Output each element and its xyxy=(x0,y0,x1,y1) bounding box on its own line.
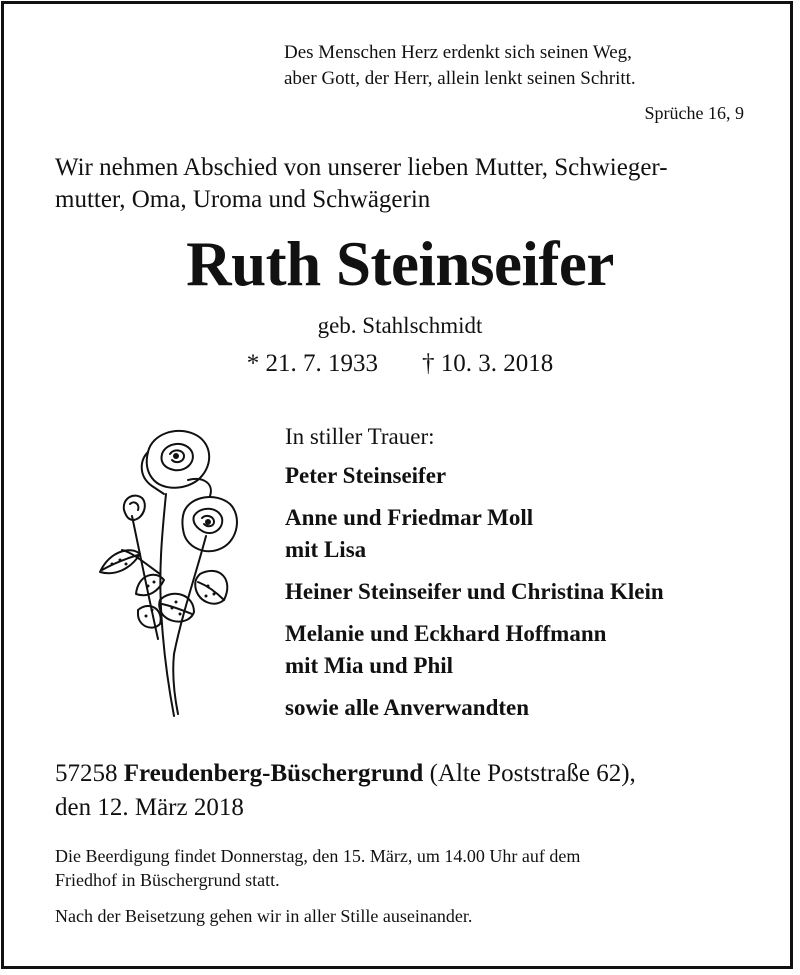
birth-date: * 21. 7. 1933 xyxy=(246,350,378,377)
verse-line-2: aber Gott, der Herr, allein lenkt seinen Schritt. xyxy=(284,68,636,89)
street: (Alte Poststraße 62), xyxy=(429,760,636,787)
deceased-name: Ruth Steinseifer xyxy=(186,229,614,299)
maiden-name: geb. Stahlschmidt xyxy=(317,313,483,338)
after-funeral-note: Nach der Beisetzung gehen wir in aller Stille auseinander. xyxy=(55,906,473,926)
death-date: † 10. 3. 2018 xyxy=(422,350,554,377)
postcode: 57258 xyxy=(55,760,118,787)
mourner-line: Heiner Steinseifer und Christina Klein xyxy=(285,579,664,604)
mourner-line: mit Mia und Phil xyxy=(285,653,454,678)
mourner-line: Melanie und Eckhard Hoffmann xyxy=(285,621,607,646)
verse-line-1: Des Menschen Herz erdenkt sich seinen Weg, xyxy=(284,42,632,63)
town: Freudenberg-Büschergrund xyxy=(123,760,424,787)
mourner-line: sowie alle Anverwandten xyxy=(285,695,530,720)
rose-illustration xyxy=(96,424,246,724)
address-line xyxy=(55,760,636,788)
intro-line-2: mutter, Oma, Uroma und Schwägerin xyxy=(55,186,431,213)
life-dates xyxy=(0,350,800,378)
funeral-note-line-2: Friedhof in Büschergrund statt. xyxy=(55,870,280,890)
intro-line-1: Wir nehmen Abschied von unserer lieben Mutter, Schwieger- xyxy=(55,154,668,181)
verse-source: Sprüche 16, 9 xyxy=(644,103,744,123)
date-line: den 12. März 2018 xyxy=(55,794,244,821)
funeral-note-line-1: Die Beerdigung findet Donnerstag, den 15. März, um 14.00 Uhr auf dem xyxy=(55,846,581,866)
mourners-heading: In stiller Trauer: xyxy=(285,424,435,449)
mourner-line: Peter Steinseifer xyxy=(285,463,447,488)
mourner-line: Anne und Friedmar Moll xyxy=(285,505,534,530)
mourner-line: mit Lisa xyxy=(285,537,367,562)
